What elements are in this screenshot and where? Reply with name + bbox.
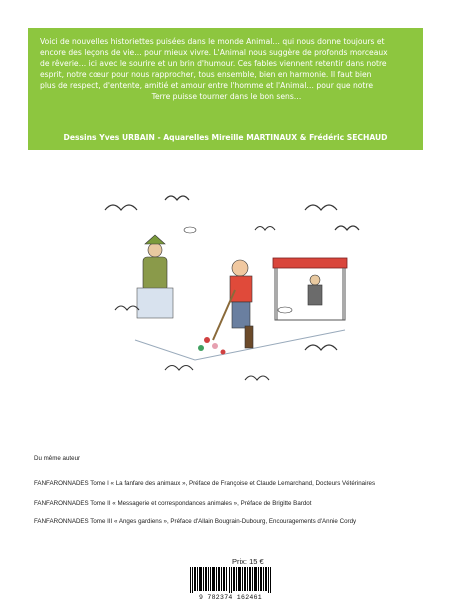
blurb-line-1: Voici de nouvelles historiettes puisées dans le monde Animal… qui nous donne toujours et xyxy=(40,37,385,46)
back-cover-blurb-box xyxy=(28,28,423,150)
cover-illustration xyxy=(95,190,365,400)
book-entry-tome-1: FANFARONNADES Tome I « La fanfare des animaux », Préface de Françoise et Claude Lemarchand, Docteurs Vétérinaires xyxy=(34,480,376,487)
blurb-line-2: encore des leçons de vie… pour mieux vivre. L'Animal nous suggère de profonds morceaux xyxy=(40,48,388,57)
other-books-heading: Du même auteur xyxy=(34,455,81,462)
blurb-last-line: Terre puisse tourner dans le bon sens… xyxy=(151,92,302,101)
blurb-line-3: de rêverie… ici avec le sourire et un brin d'humour. Ces fables viennent retentir dans notre xyxy=(40,59,387,68)
illustration-credits: Dessins Yves URBAIN - Aquarelles Mireille MARTINAUX & Frédéric SECHAUD xyxy=(63,133,388,142)
blurb-line-4: esprit, notre cœur pour nous rapprocher, tous ensemble, bien en harmonie. Il faut bien xyxy=(40,70,372,79)
isbn-number: 9 782374 162461 xyxy=(198,594,262,601)
blurb-line-5: plus de respect, d'entente, amitié et amour entre l'homme et l'Animal… pour que notre xyxy=(40,81,374,90)
book-entry-tome-2: FANFARONNADES Tome II « Messagerie et correspondances animales », Préface de Brigitte Bardot xyxy=(34,500,312,507)
price-label: Prix: 15 € xyxy=(232,557,264,566)
book-entry-tome-3: FANFARONNADES Tome III « Anges gardiens », Préface d'Allain Bougrain-Dubourg, Encouragements d'Annie Cordy xyxy=(34,518,357,525)
